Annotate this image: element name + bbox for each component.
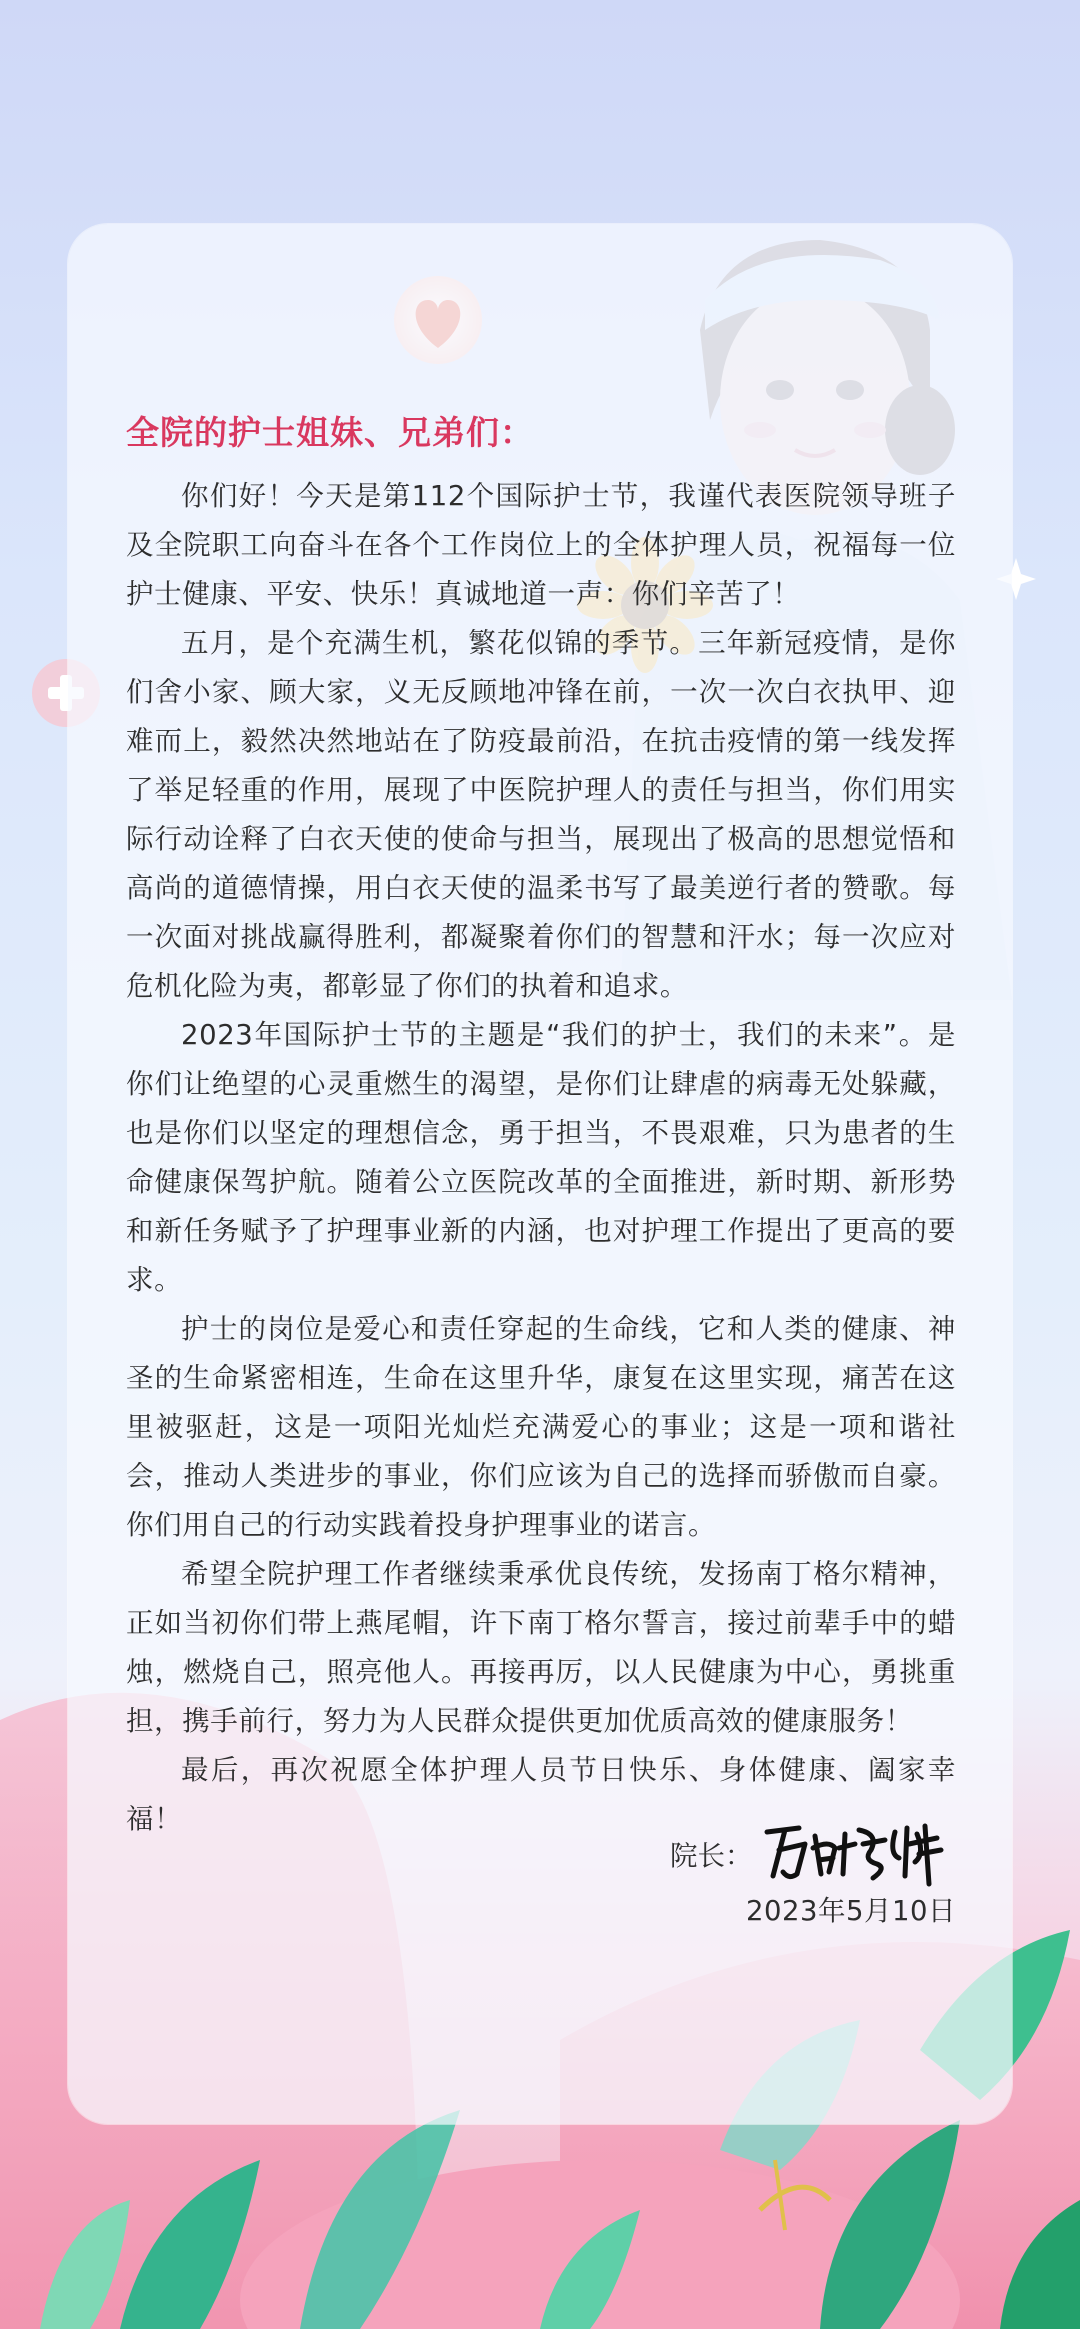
signer-label: 院长： bbox=[670, 1840, 753, 1872]
letter-greeting: 全院的护士姐妹、兄弟们： bbox=[126, 413, 534, 452]
letter-paragraph: 希望全院护理工作者继续秉承优良传统，发扬南丁格尔精神，正如当初你们带上燕尾帽，许下南丁格尔誓言，接过前辈手中的蜡烛，燃烧自己，照亮他人。再接再厉，以人民健康为中心，勇挑重担，携手前行，努力为人民群众提供更加优质高效的健康服务！ bbox=[126, 1558, 956, 1737]
signature-block bbox=[670, 1818, 970, 1927]
handwritten-signature bbox=[759, 1814, 949, 1892]
letter-paragraph: 最后，再次祝愿全体护理人员节日快乐、身体健康、阖家幸福！ bbox=[126, 1754, 956, 1835]
letter-body bbox=[126, 408, 956, 1844]
letter-paragraph: 你们好！今天是第112个国际护士节，我谨代表医院领导班子及全院职工向奋斗在各个工作岗位上的全体护理人员，祝福每一位护士健康、平安、快乐！真诚地道一声：你们辛苦了！ bbox=[126, 480, 956, 610]
letter-paragraph: 2023年国际护士节的主题是“我们的护士，我们的未来”。是你们让绝望的心灵重燃生的渴望，是你们让肆虐的病毒无处躲藏，也是你们以坚定的理想信念，勇于担当，不畏艰难，只为患者的生命健康保驾护航。随着公立医院改革的全面推进，新时期、新形势和新任务赋予了护理事业新的内涵，也对护理工作提出了更高的要求。 bbox=[126, 1019, 956, 1296]
letter-date: 2023年5月10日 bbox=[746, 1895, 956, 1927]
letter-paragraph: 五月，是个充满生机，繁花似锦的季节。三年新冠疫情，是你们舍小家、顾大家，义无反顾地冲锋在前，一次一次白衣执甲、迎难而上，毅然决然地站在了防疫最前沿，在抗击疫情的第一线发挥了举足轻重的作用，展现了中医院护理人的责任与担当，你们用实际行动诠释了白衣天使的使命与担当，展现出了极高的思想觉悟和高尚的道德情操，用白衣天使的温柔书写了最美逆行者的赞歌。每一次面对挑战赢得胜利，都凝聚着你们的智慧和汗水；每一次应对危机化险为夷，都彰显了你们的执着和追求。 bbox=[126, 627, 956, 1002]
letter-paragraph: 护士的岗位是爱心和责任穿起的生命线，它和人类的健康、神圣的生命紧密相连，生命在这里升华，康复在这里实现，痛苦在这里被驱赶，这是一项阳光灿烂充满爱心的事业；这是一项和谐社会，推动人类进步的事业，你们应该为自己的选择而骄傲而自豪。你们用自己的行动实践着投身护理事业的诺言。 bbox=[126, 1313, 956, 1541]
